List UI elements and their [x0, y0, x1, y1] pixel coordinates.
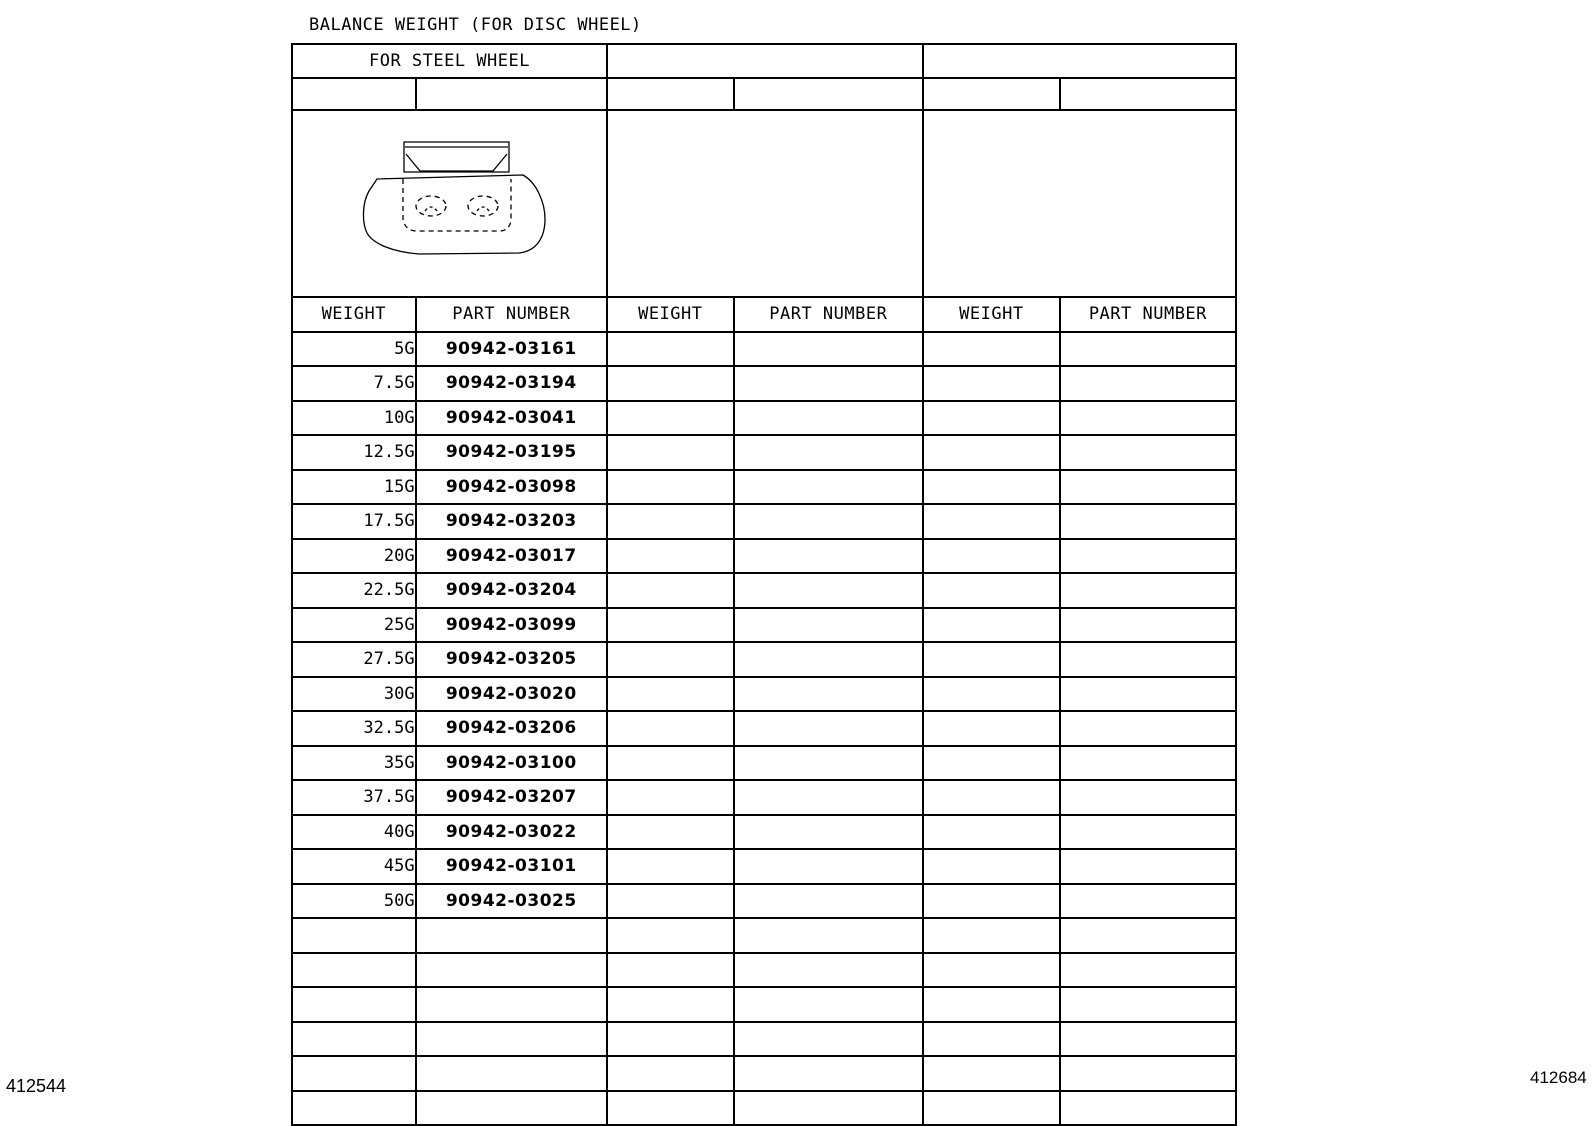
blank-cell [607, 953, 734, 988]
blank-cell [1060, 504, 1236, 539]
blank-cell [923, 918, 1060, 953]
part-number-cell: 90942-03204 [416, 573, 607, 608]
empty-table-row [292, 1056, 1236, 1091]
blank-cell [607, 1091, 734, 1126]
part-number-cell: 90942-03206 [416, 711, 607, 746]
part-number-cell: 90942-03098 [416, 470, 607, 505]
part-number-cell: 90942-03041 [416, 401, 607, 436]
blank-cell [734, 608, 923, 643]
blank-cell [1060, 608, 1236, 643]
group-header-3 [923, 44, 1236, 78]
blank-cell [923, 1056, 1060, 1091]
weight-cell: 12.5G [292, 435, 416, 470]
part-number-cell: 90942-03195 [416, 435, 607, 470]
empty-table-row [292, 1091, 1236, 1126]
blank-cell [734, 539, 923, 574]
blank-cell [923, 435, 1060, 470]
blank-cell [923, 849, 1060, 884]
blank-cell [923, 366, 1060, 401]
blank-cell [923, 78, 1060, 110]
table-row [292, 849, 1236, 884]
weight-cell: 37.5G [292, 780, 416, 815]
blank-cell [1060, 677, 1236, 712]
blank-cell [292, 1056, 416, 1091]
blank-cell [923, 987, 1060, 1022]
blank-cell [734, 435, 923, 470]
blank-cell [416, 78, 607, 110]
blank-cell [607, 1022, 734, 1057]
table-row [292, 504, 1236, 539]
column-header-part-number: PART NUMBER [416, 297, 607, 332]
blank-cell [607, 504, 734, 539]
weight-cell: 35G [292, 746, 416, 781]
blank-cell [734, 780, 923, 815]
blank-cell [734, 78, 923, 110]
blank-cell [1060, 1091, 1236, 1126]
illustration-cell-empty [607, 110, 923, 297]
blank-cell [292, 78, 416, 110]
weight-cell: 10G [292, 401, 416, 436]
blank-cell [1060, 918, 1236, 953]
footer-right-code: 412684 [1530, 1068, 1587, 1087]
blank-cell [1060, 332, 1236, 367]
blank-cell [734, 504, 923, 539]
blank-cell [923, 401, 1060, 436]
empty-table-row [292, 953, 1236, 988]
table-row [292, 608, 1236, 643]
blank-cell [607, 366, 734, 401]
blank-cell [1060, 849, 1236, 884]
blank-cell [1060, 435, 1236, 470]
blank-cell [607, 677, 734, 712]
blank-cell [292, 1022, 416, 1057]
blank-cell [734, 1056, 923, 1091]
blank-cell [734, 401, 923, 436]
blank-cell [607, 780, 734, 815]
table-row [292, 573, 1236, 608]
blank-cell [1060, 746, 1236, 781]
blank-cell [923, 780, 1060, 815]
blank-cell [923, 746, 1060, 781]
blank-cell [1060, 884, 1236, 919]
weight-cell: 25G [292, 608, 416, 643]
table-row [292, 884, 1236, 919]
blank-cell [607, 608, 734, 643]
blank-cell [923, 711, 1060, 746]
weight-cell: 22.5G [292, 573, 416, 608]
table-row [292, 746, 1236, 781]
blank-cell [923, 573, 1060, 608]
blank-cell [1060, 78, 1236, 110]
part-number-cell: 90942-03099 [416, 608, 607, 643]
column-header-weight: WEIGHT [607, 297, 734, 332]
part-number-cell: 90942-03025 [416, 884, 607, 919]
blank-cell [734, 918, 923, 953]
blank-cell [734, 849, 923, 884]
table-row [292, 401, 1236, 436]
blank-cell [1060, 401, 1236, 436]
blank-cell [734, 573, 923, 608]
blank-cell [1060, 815, 1236, 850]
blank-cell [292, 918, 416, 953]
blank-cell [416, 1022, 607, 1057]
page-title: BALANCE WEIGHT (FOR DISC WHEEL) [309, 15, 642, 35]
part-number-cell: 90942-03205 [416, 642, 607, 677]
group-header-2 [607, 44, 923, 78]
table-row [292, 642, 1236, 677]
blank-cell [1060, 780, 1236, 815]
part-number-cell: 90942-03101 [416, 849, 607, 884]
column-header-weight: WEIGHT [292, 297, 416, 332]
table-row [292, 332, 1236, 367]
blank-cell [292, 953, 416, 988]
table-row [292, 470, 1236, 505]
blank-cell [923, 677, 1060, 712]
blank-cell [923, 1022, 1060, 1057]
table-row [292, 677, 1236, 712]
part-number-cell: 90942-03017 [416, 539, 607, 574]
blank-cell [607, 849, 734, 884]
illustration-cell [292, 110, 607, 297]
blank-cell [1060, 987, 1236, 1022]
blank-cell [607, 401, 734, 436]
weight-cell: 45G [292, 849, 416, 884]
weight-cell: 7.5G [292, 366, 416, 401]
blank-cell [416, 918, 607, 953]
blank-cell [734, 815, 923, 850]
blank-cell [607, 332, 734, 367]
blank-cell [607, 539, 734, 574]
blank-cell [734, 366, 923, 401]
blank-cell [1060, 1056, 1236, 1091]
blank-cell [923, 953, 1060, 988]
table-row [292, 435, 1236, 470]
blank-cell [416, 987, 607, 1022]
part-number-cell: 90942-03203 [416, 504, 607, 539]
blank-cell [416, 1056, 607, 1091]
illustration-cell-empty [923, 110, 1236, 297]
part-number-cell: 90942-03161 [416, 332, 607, 367]
weight-cell: 30G [292, 677, 416, 712]
weight-cell: 20G [292, 539, 416, 574]
column-header-part-number: PART NUMBER [734, 297, 923, 332]
blank-cell [734, 953, 923, 988]
footer-left-code: 412544 [6, 1076, 67, 1096]
blank-cell [1060, 573, 1236, 608]
blank-cell [734, 642, 923, 677]
table-row [292, 366, 1236, 401]
blank-cell [1060, 539, 1236, 574]
blank-cell [734, 746, 923, 781]
part-number-cell: 90942-03022 [416, 815, 607, 850]
blank-cell [292, 1091, 416, 1126]
table-row [292, 539, 1236, 574]
weight-cell: 27.5G [292, 642, 416, 677]
blank-cell [607, 435, 734, 470]
blank-cell [923, 884, 1060, 919]
blank-cell [734, 884, 923, 919]
blank-cell [923, 608, 1060, 643]
weight-cell: 50G [292, 884, 416, 919]
blank-cell [734, 332, 923, 367]
blank-cell [1060, 1022, 1236, 1057]
blank-cell [292, 987, 416, 1022]
blank-cell [923, 504, 1060, 539]
weight-cell: 32.5G [292, 711, 416, 746]
table-row [292, 815, 1236, 850]
blank-cell [416, 953, 607, 988]
balance-weight-table [291, 43, 1237, 1126]
column-header-part-number: PART NUMBER [1060, 297, 1236, 332]
empty-table-row [292, 918, 1236, 953]
table-row [292, 780, 1236, 815]
blank-cell [734, 677, 923, 712]
blank-cell [923, 539, 1060, 574]
blank-cell [607, 746, 734, 781]
part-number-cell: 90942-03207 [416, 780, 607, 815]
blank-cell [607, 1056, 734, 1091]
blank-cell [1060, 711, 1236, 746]
blank-cell [923, 1091, 1060, 1126]
blank-cell [1060, 470, 1236, 505]
balance-weight-illustration [349, 139, 549, 269]
blank-cell [607, 815, 734, 850]
weight-cell: 5G [292, 332, 416, 367]
blank-cell [734, 1091, 923, 1126]
group-header-steel-wheel: FOR STEEL WHEEL [292, 44, 607, 78]
blank-cell [1060, 953, 1236, 988]
blank-cell [734, 987, 923, 1022]
blank-cell [923, 815, 1060, 850]
blank-cell [923, 470, 1060, 505]
part-number-cell: 90942-03100 [416, 746, 607, 781]
blank-cell [923, 332, 1060, 367]
blank-cell [734, 470, 923, 505]
table-row [292, 711, 1236, 746]
blank-cell [607, 711, 734, 746]
empty-table-row [292, 1022, 1236, 1057]
blank-cell [607, 470, 734, 505]
empty-table-row [292, 987, 1236, 1022]
blank-cell [734, 1022, 923, 1057]
column-header-weight: WEIGHT [923, 297, 1060, 332]
part-number-cell: 90942-03020 [416, 677, 607, 712]
weight-cell: 40G [292, 815, 416, 850]
blank-cell [416, 1091, 607, 1126]
blank-cell [607, 884, 734, 919]
blank-cell [607, 987, 734, 1022]
blank-cell [607, 78, 734, 110]
blank-cell [1060, 366, 1236, 401]
blank-cell [607, 918, 734, 953]
blank-cell [1060, 642, 1236, 677]
blank-cell [607, 573, 734, 608]
weight-cell: 17.5G [292, 504, 416, 539]
blank-cell [734, 711, 923, 746]
weight-cell: 15G [292, 470, 416, 505]
part-number-cell: 90942-03194 [416, 366, 607, 401]
blank-cell [923, 642, 1060, 677]
blank-cell [607, 642, 734, 677]
